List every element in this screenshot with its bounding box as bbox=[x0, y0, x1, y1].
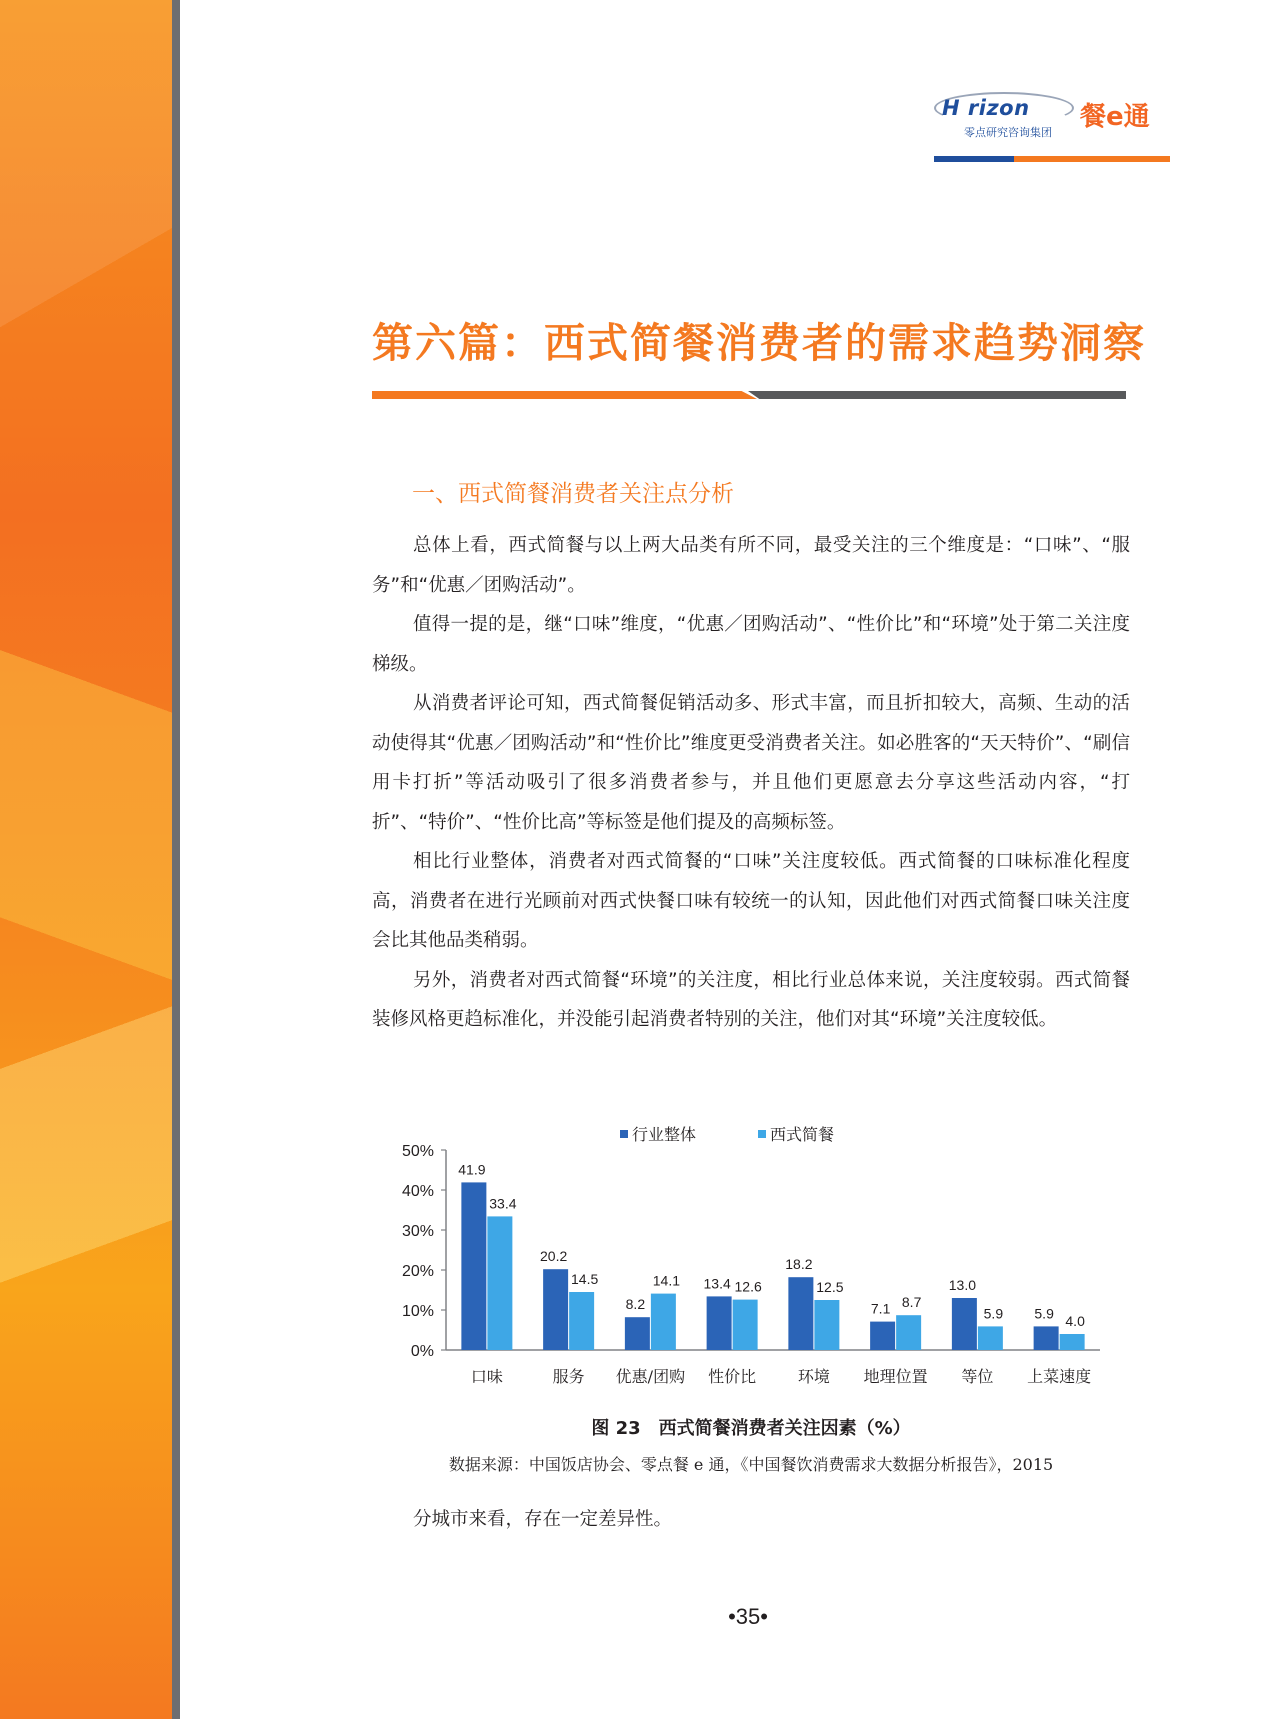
bar-western bbox=[814, 1300, 839, 1350]
side-decoration-shadow bbox=[172, 0, 180, 1719]
data-label: 20.2 bbox=[540, 1248, 568, 1265]
bar-western bbox=[569, 1292, 594, 1350]
paragraph: 值得一提的是，继“口味”维度，“优惠／团购活动”、“性价比”和“环境”处于第二关注度梯级。 bbox=[372, 614, 1130, 675]
bar-western bbox=[1060, 1334, 1085, 1350]
logo-subtitle: 零点研究咨询集团 bbox=[964, 126, 1052, 139]
data-label: 8.7 bbox=[901, 1294, 922, 1311]
paragraph: 总体上看，西式简餐与以上两大品类有所不同，最受关注的三个维度是：“口味”、“服务”和“优惠／团购活动”。 bbox=[372, 535, 1130, 596]
data-label: 18.2 bbox=[785, 1256, 813, 1273]
legend-swatch bbox=[758, 1130, 766, 1138]
y-tick-label: 10% bbox=[401, 1303, 434, 1320]
bar-industry bbox=[461, 1182, 486, 1350]
data-label: 4.0 bbox=[1065, 1313, 1085, 1329]
bar-industry bbox=[707, 1296, 732, 1350]
legend-label: 西式简餐 bbox=[770, 1125, 835, 1144]
x-tick-label: 服务 bbox=[552, 1367, 585, 1386]
paragraph: 从消费者评论可知，西式简餐促销活动多、形式丰富，而且折扣较大，高频、生动的活动使得其“优惠／团购活动”和“性价比”维度更受消费者关注。如必胜客的“天天特价”、“刷信用卡打折”等活动吸引了很多消费者参与，并且他们更愿意去分享这些活动内容，“打折”、“特价”、“性价比高”等标签是他们提及的高频标签。 bbox=[372, 693, 1130, 833]
bar-western bbox=[733, 1300, 758, 1350]
data-label: 7.1 bbox=[870, 1300, 891, 1317]
y-tick-label: 0% bbox=[410, 1343, 434, 1360]
side-decoration-band bbox=[0, 0, 172, 1719]
closing-text: 分城市来看，存在一定差异性。 bbox=[413, 1509, 673, 1530]
bar-western bbox=[978, 1326, 1003, 1350]
data-label: 5.9 bbox=[1034, 1305, 1054, 1322]
title-rule-gray bbox=[748, 391, 1126, 399]
logo-horizon-text: H rizon bbox=[942, 96, 1030, 120]
bar-western bbox=[896, 1315, 921, 1350]
x-tick-label: 上菜速度 bbox=[1027, 1367, 1092, 1386]
body-text bbox=[372, 526, 1130, 1040]
data-label: 12.5 bbox=[816, 1279, 844, 1295]
bar-western bbox=[651, 1294, 676, 1350]
bar-industry bbox=[788, 1277, 813, 1350]
data-label: 33.4 bbox=[489, 1195, 517, 1212]
legend-swatch bbox=[620, 1130, 628, 1138]
x-tick-label: 环境 bbox=[797, 1367, 830, 1386]
legend-label: 行业整体 bbox=[632, 1125, 697, 1144]
bar-industry bbox=[543, 1269, 568, 1350]
data-label: 12.6 bbox=[734, 1278, 762, 1295]
x-tick-label: 口味 bbox=[470, 1367, 503, 1386]
page-title: 第六篇：西式简餐消费者的需求趋势洞察 bbox=[372, 319, 1146, 367]
paragraph: 另外，消费者对西式简餐“环境”的关注度，相比行业总体来说，关注度较弱。西式简餐装修风格更趋标准化，并没能引起消费者特别的关注，他们对其“环境”关注度较低。 bbox=[372, 969, 1130, 1030]
title-rule-orange bbox=[372, 391, 757, 399]
x-tick-label: 地理位置 bbox=[863, 1367, 928, 1386]
figure-caption: 图 23 西式简餐消费者关注因素（%） bbox=[591, 1418, 911, 1439]
header-rule bbox=[934, 156, 1170, 162]
data-label: 14.1 bbox=[652, 1272, 680, 1289]
bar-chart-svg bbox=[380, 1124, 1120, 1394]
y-tick-label: 40% bbox=[401, 1183, 434, 1200]
paragraph: 相比行业整体，消费者对西式简餐的“口味”关注度较低。西式简餐的口味标准化程度高，消费者在进行光顾前对西式快餐口味有较统一的认知，因此他们对西式简餐口味关注度会比其他品类稍弱。 bbox=[372, 851, 1130, 951]
data-label: 8.2 bbox=[625, 1296, 646, 1313]
data-label: 5.9 bbox=[983, 1305, 1004, 1322]
bar-industry bbox=[625, 1317, 650, 1350]
bar-western bbox=[487, 1216, 512, 1350]
bar-chart bbox=[380, 1124, 1120, 1394]
y-tick-label: 30% bbox=[401, 1223, 434, 1240]
x-tick-label: 等位 bbox=[961, 1367, 994, 1386]
header-logo bbox=[934, 86, 1174, 146]
bar-industry bbox=[1034, 1326, 1059, 1350]
data-label: 13.4 bbox=[703, 1275, 731, 1292]
x-tick-label: 性价比 bbox=[708, 1367, 757, 1386]
data-label: 14.5 bbox=[571, 1271, 599, 1287]
section-heading: 一、西式简餐消费者关注点分析 bbox=[412, 481, 734, 507]
bar-industry bbox=[952, 1298, 977, 1350]
y-tick-label: 50% bbox=[401, 1143, 434, 1160]
y-tick-label: 20% bbox=[401, 1263, 434, 1280]
data-label: 13.0 bbox=[948, 1277, 976, 1293]
x-tick-label: 优惠/团购 bbox=[615, 1367, 686, 1386]
page-number: •35• bbox=[728, 1604, 768, 1629]
figure-source: 数据来源：中国饭店协会、零点餐 e 通，《中国餐饮消费需求大数据分析报告》，2015 bbox=[448, 1455, 1054, 1474]
bar-industry bbox=[870, 1322, 895, 1350]
data-label: 41.9 bbox=[458, 1161, 486, 1178]
logo-brand: 餐e通 bbox=[1080, 102, 1150, 132]
